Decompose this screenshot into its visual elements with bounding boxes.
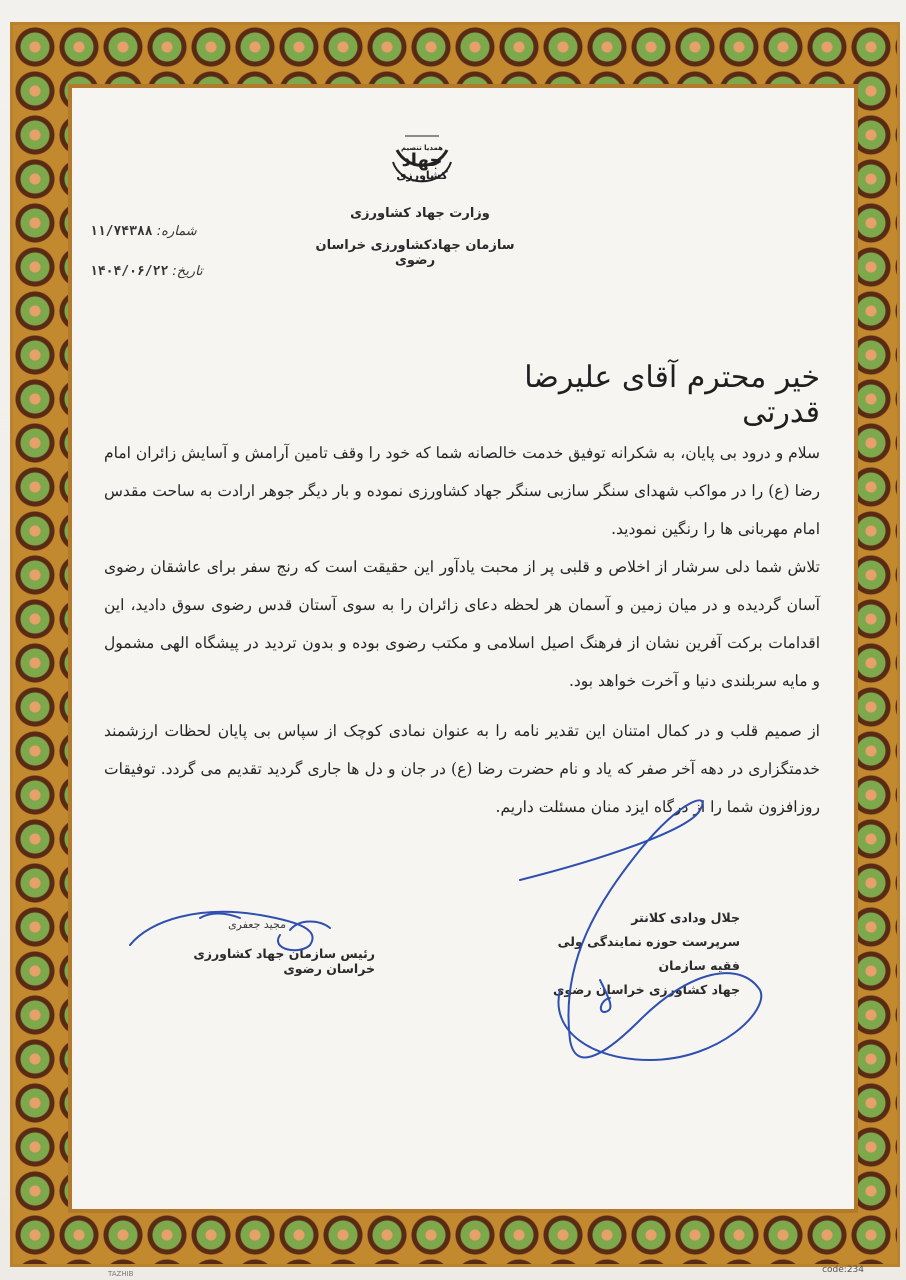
letter-date-label: تاریخ: [172,264,203,279]
left-signer-name: مجید جعفری [228,918,286,931]
logo-main-text: جهاد [401,150,443,171]
letter-number-value: ۱۱/۷۴۳۸۸ [90,224,153,239]
ministry-name: وزارت جهاد کشاورزی [350,206,490,221]
logo-top-text: همدیا تنصیم [400,144,443,152]
letter-number-label: شماره: [156,224,197,239]
footer-code: code:234 [822,1265,864,1275]
paragraph-2: تلاش شما دلی سرشار از اخلاص و قلبی پر از محبت یادآور این حقیقت است که رنج سفر برای عاشقان رضوی آسان گردیده و در میان زمین و آسمان هر لحظه دعای زائران را به سوی آستان قدس رضوی سوق دادید، این اقدامات برکت آفرین نشان از فرهنگ اصیل اسلامی و مکتب رضوی بوده و بدون تردید در پیشگاه الهی مشمول و مایه سربلندی دنیا و آخرت خواهد بود. [104,558,820,690]
right-signer-title-2: جهاد کشاورزی خراسان رضوی [552,982,740,997]
logo-sub-text: کشاورزی [396,169,448,182]
right-signature-block [540,906,740,1002]
right-signer-title-1: سرپرست حوزه نمایندگی ولی فقیه سازمان [557,934,740,973]
letter-date-value: ۱۴۰۴/۰۶/۲۲ [90,264,169,279]
footer-tag: TAZHIB [108,1270,134,1278]
left-signer-title: رئیس سازمان جهاد کشاورزی خراسان رضوی [193,946,375,976]
jahad-logo [383,128,461,198]
right-signer-name: جلال ودادی کلانتر [631,910,740,925]
paragraph-3: از صمیم قلب و در کمال امتنان این تقدیر نامه را به عنوان نمادی کوچک از سپاس بی پایان لحظات ارزشمند خدمتگزاری در دهه آخر صفر که یاد و نام حضرت رضا (ع) در جان و دل ها جاری گردید تقدیم می گردد. توفیقات روزافزون شما را از درگاه ایزد منان مسئلت داریم. [104,722,820,816]
organization-name: سازمان جهادکشاورزی خراسان رضوی [315,238,515,268]
letter-date [90,264,203,279]
recipient-greeting: خیر محترم آقای علیرضا قدرتی [524,360,820,430]
letter-number [90,224,197,239]
paragraph-1: سلام و درود بی پایان، به شکرانه توفیق خدمت خالصانه شما که خود را وقف تامین آرامش و آسایش زائران امام رضا (ع) را در مواکب شهدای سنگر سازبی سنگر جهاد کشاورزی نموده و بار دیگر جوهر ارادت به ساحت مقدس امام مهربانی ها را رنگین نمودید. [104,444,820,538]
